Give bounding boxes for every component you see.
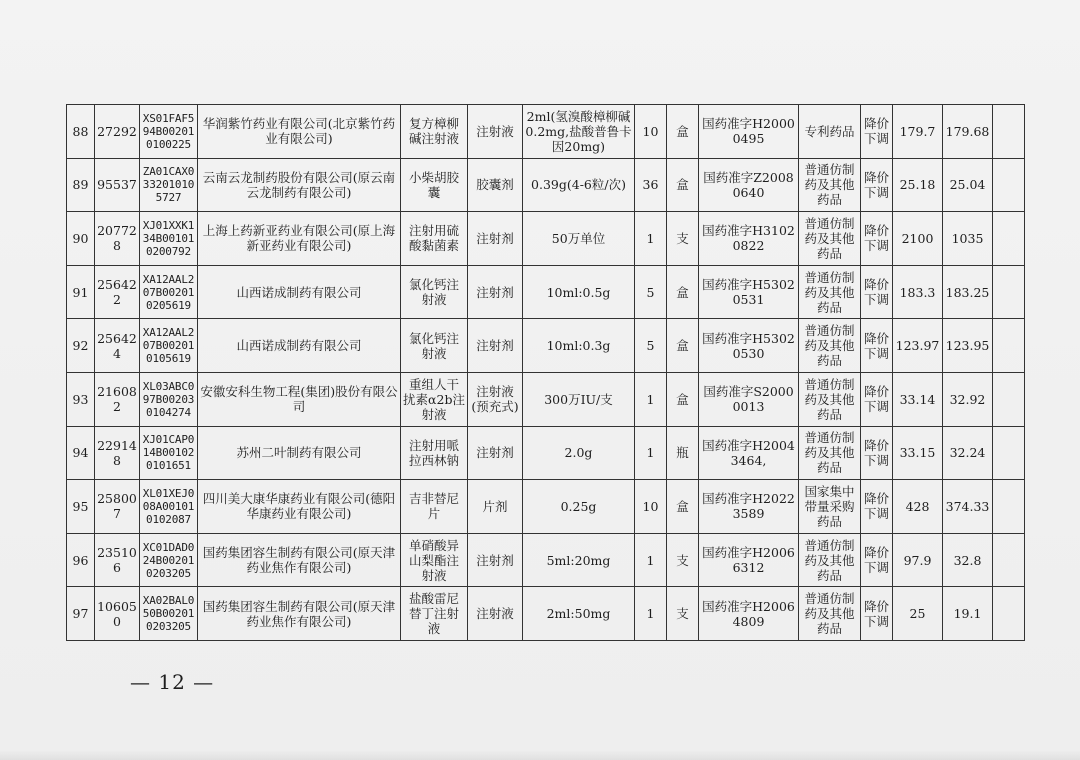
approval-number-cell: 国药准字H53020531 <box>699 265 799 319</box>
price-adjust-cell: 降价下调 <box>861 372 893 426</box>
new-price-cell: 1035 <box>943 212 993 266</box>
approval-number-cell: 国药准字H31020822 <box>699 212 799 266</box>
specification-cell: 10ml:0.5g <box>523 265 635 319</box>
new-price-cell: 19.1 <box>943 587 993 641</box>
drug-code-cell: XA02BAL050B002010203205 <box>140 587 198 641</box>
old-price-cell: 2100 <box>893 212 943 266</box>
drug-code-cell: XA12AAL207B002010105619 <box>140 319 198 373</box>
price-adjust-cell: 降价下调 <box>861 426 893 480</box>
drug-name-cell: 氯化钙注射液 <box>401 265 468 319</box>
approval-number-cell: 国药准字H20043464, <box>699 426 799 480</box>
row-number-cell: 94 <box>67 426 95 480</box>
old-price-cell: 25.18 <box>893 158 943 212</box>
dosage-form-cell: 注射剂 <box>468 265 523 319</box>
pack-unit-cell: 盒 <box>667 265 699 319</box>
drug-category-cell: 普通仿制药及其他药品 <box>799 265 861 319</box>
specification-cell: 50万单位 <box>523 212 635 266</box>
table-row <box>67 587 1025 641</box>
table-row <box>67 533 1025 587</box>
drug-code-cell: XA12AAL207B002010205619 <box>140 265 198 319</box>
pack-quantity-cell: 1 <box>635 533 667 587</box>
drug-category-cell: 专利药品 <box>799 105 861 159</box>
drug-category-cell: 普通仿制药及其他药品 <box>799 212 861 266</box>
drug-name-cell: 单硝酸异山梨酯注射液 <box>401 533 468 587</box>
old-price-cell: 179.7 <box>893 105 943 159</box>
row-number-cell: 92 <box>67 319 95 373</box>
note-cell <box>993 265 1025 319</box>
company-cell: 华润紫竹药业有限公司(北京紫竹药业有限公司) <box>198 105 401 159</box>
drug-code-cell: XL03ABC097B002030104274 <box>140 372 198 426</box>
pack-unit-cell: 支 <box>667 212 699 266</box>
pack-quantity-cell: 1 <box>635 426 667 480</box>
company-cell: 云南云龙制药股份有限公司(原云南云龙制药有限公司) <box>198 158 401 212</box>
drug-code-cell: XJ01XXK134B001010200792 <box>140 212 198 266</box>
old-price-cell: 33.15 <box>893 426 943 480</box>
specification-cell: 0.39g(4-6粒/次) <box>523 158 635 212</box>
drug-code-cell: XS01FAF594B002010100225 <box>140 105 198 159</box>
drug-name-cell: 吉非替尼片 <box>401 480 468 534</box>
drug-category-cell: 国家集中带量采购药品 <box>799 480 861 534</box>
new-price-cell: 374.33 <box>943 480 993 534</box>
drug-category-cell: 普通仿制药及其他药品 <box>799 319 861 373</box>
old-price-cell: 183.3 <box>893 265 943 319</box>
approval-number-cell: 国药准字H53020530 <box>699 319 799 373</box>
page-number: — 12 — <box>130 670 215 694</box>
approval-number-cell: 国药准字H20064809 <box>699 587 799 641</box>
company-cell: 四川美大康华康药业有限公司(德阳华康药业有限公司) <box>198 480 401 534</box>
drug-category-cell: 普通仿制药及其他药品 <box>799 372 861 426</box>
drug-name-cell: 重组人干扰素α2b注射液 <box>401 372 468 426</box>
dosage-form-cell: 注射液(预充式) <box>468 372 523 426</box>
drug-name-cell: 小柴胡胶囊 <box>401 158 468 212</box>
table-row <box>67 426 1025 480</box>
pack-unit-cell: 盒 <box>667 480 699 534</box>
pack-quantity-cell: 1 <box>635 587 667 641</box>
note-cell <box>993 480 1025 534</box>
row-number-cell: 91 <box>67 265 95 319</box>
pack-unit-cell: 盒 <box>667 319 699 373</box>
specification-cell: 5ml:20mg <box>523 533 635 587</box>
drug-category-cell: 普通仿制药及其他药品 <box>799 533 861 587</box>
drug-id-cell: 235106 <box>95 533 140 587</box>
dosage-form-cell: 注射液 <box>468 105 523 159</box>
dosage-form-cell: 注射剂 <box>468 212 523 266</box>
note-cell <box>993 319 1025 373</box>
drug-category-cell: 普通仿制药及其他药品 <box>799 587 861 641</box>
company-cell: 苏州二叶制药有限公司 <box>198 426 401 480</box>
note-cell <box>993 212 1025 266</box>
drug-code-cell: ZA01CAX0332010105727 <box>140 158 198 212</box>
drug-id-cell: 258007 <box>95 480 140 534</box>
specification-cell: 2ml:50mg <box>523 587 635 641</box>
price-adjust-cell: 降价下调 <box>861 319 893 373</box>
company-cell: 国药集团容生制药有限公司(原天津药业焦作有限公司) <box>198 587 401 641</box>
specification-cell: 300万IU/支 <box>523 372 635 426</box>
old-price-cell: 25 <box>893 587 943 641</box>
table-row <box>67 480 1025 534</box>
new-price-cell: 32.8 <box>943 533 993 587</box>
table-row <box>67 105 1025 159</box>
old-price-cell: 97.9 <box>893 533 943 587</box>
row-number-cell: 97 <box>67 587 95 641</box>
pack-quantity-cell: 10 <box>635 480 667 534</box>
specification-cell: 2.0g <box>523 426 635 480</box>
dosage-form-cell: 片剂 <box>468 480 523 534</box>
drug-id-cell: 95537 <box>95 158 140 212</box>
specification-cell: 0.25g <box>523 480 635 534</box>
price-adjust-cell: 降价下调 <box>861 158 893 212</box>
pack-unit-cell: 盒 <box>667 372 699 426</box>
pack-quantity-cell: 5 <box>635 265 667 319</box>
price-adjust-cell: 降价下调 <box>861 105 893 159</box>
drug-category-cell: 普通仿制药及其他药品 <box>799 426 861 480</box>
pack-unit-cell: 盒 <box>667 158 699 212</box>
drug-category-cell: 普通仿制药及其他药品 <box>799 158 861 212</box>
dosage-form-cell: 注射剂 <box>468 426 523 480</box>
price-adjust-cell: 降价下调 <box>861 480 893 534</box>
company-cell: 山西诺成制药有限公司 <box>198 319 401 373</box>
pack-quantity-cell: 1 <box>635 372 667 426</box>
price-adjust-cell: 降价下调 <box>861 212 893 266</box>
note-cell <box>993 372 1025 426</box>
drug-id-cell: 216082 <box>95 372 140 426</box>
drug-code-cell: XL01XEJ008A001010102087 <box>140 480 198 534</box>
old-price-cell: 428 <box>893 480 943 534</box>
table-row <box>67 372 1025 426</box>
drug-name-cell: 氯化钙注射液 <box>401 319 468 373</box>
new-price-cell: 25.04 <box>943 158 993 212</box>
pack-unit-cell: 支 <box>667 533 699 587</box>
specification-cell: 2ml(氢溴酸樟柳碱0.2mg,盐酸普鲁卡因20mg) <box>523 105 635 159</box>
pack-unit-cell: 盒 <box>667 105 699 159</box>
row-number-cell: 88 <box>67 105 95 159</box>
dosage-form-cell: 注射液 <box>468 587 523 641</box>
row-number-cell: 89 <box>67 158 95 212</box>
new-price-cell: 32.92 <box>943 372 993 426</box>
table-row <box>67 158 1025 212</box>
drug-price-table <box>66 104 1025 641</box>
drug-code-cell: XC01DAD024B002010203205 <box>140 533 198 587</box>
drug-id-cell: 27292 <box>95 105 140 159</box>
approval-number-cell: 国药准字Z20080640 <box>699 158 799 212</box>
pack-quantity-cell: 1 <box>635 212 667 266</box>
old-price-cell: 33.14 <box>893 372 943 426</box>
note-cell <box>993 426 1025 480</box>
drug-name-cell: 复方樟柳碱注射液 <box>401 105 468 159</box>
new-price-cell: 123.95 <box>943 319 993 373</box>
approval-number-cell: 国药准字H20066312 <box>699 533 799 587</box>
note-cell <box>993 533 1025 587</box>
page-edge-shadow <box>0 750 1080 760</box>
drug-name-cell: 注射用硫酸黏菌素 <box>401 212 468 266</box>
pack-quantity-cell: 36 <box>635 158 667 212</box>
dosage-form-cell: 注射剂 <box>468 319 523 373</box>
new-price-cell: 183.25 <box>943 265 993 319</box>
note-cell <box>993 587 1025 641</box>
drug-id-cell: 256424 <box>95 319 140 373</box>
pack-quantity-cell: 10 <box>635 105 667 159</box>
new-price-cell: 32.24 <box>943 426 993 480</box>
approval-number-cell: 国药准字H20000495 <box>699 105 799 159</box>
pack-unit-cell: 瓶 <box>667 426 699 480</box>
table-row <box>67 212 1025 266</box>
company-cell: 安徽安科生物工程(集团)股份有限公司 <box>198 372 401 426</box>
drug-id-cell: 207728 <box>95 212 140 266</box>
new-price-cell: 179.68 <box>943 105 993 159</box>
drug-code-cell: XJ01CAP014B001020101651 <box>140 426 198 480</box>
drug-name-cell: 盐酸雷尼替丁注射液 <box>401 587 468 641</box>
old-price-cell: 123.97 <box>893 319 943 373</box>
specification-cell: 10ml:0.3g <box>523 319 635 373</box>
table-row <box>67 319 1025 373</box>
drug-name-cell: 注射用哌拉西林钠 <box>401 426 468 480</box>
table-body <box>67 105 1025 641</box>
price-adjust-cell: 降价下调 <box>861 587 893 641</box>
pack-unit-cell: 支 <box>667 587 699 641</box>
company-cell: 国药集团容生制药有限公司(原天津药业焦作有限公司) <box>198 533 401 587</box>
pack-quantity-cell: 5 <box>635 319 667 373</box>
dosage-form-cell: 胶囊剂 <box>468 158 523 212</box>
drug-id-cell: 256422 <box>95 265 140 319</box>
row-number-cell: 90 <box>67 212 95 266</box>
note-cell <box>993 158 1025 212</box>
company-cell: 上海上药新亚药业有限公司(原上海新亚药业有限公司) <box>198 212 401 266</box>
note-cell <box>993 105 1025 159</box>
company-cell: 山西诺成制药有限公司 <box>198 265 401 319</box>
approval-number-cell: 国药准字H20223589 <box>699 480 799 534</box>
drug-id-cell: 229148 <box>95 426 140 480</box>
drug-id-cell: 106050 <box>95 587 140 641</box>
row-number-cell: 95 <box>67 480 95 534</box>
dosage-form-cell: 注射剂 <box>468 533 523 587</box>
approval-number-cell: 国药准字S20000013 <box>699 372 799 426</box>
price-adjust-cell: 降价下调 <box>861 533 893 587</box>
price-adjust-cell: 降价下调 <box>861 265 893 319</box>
row-number-cell: 93 <box>67 372 95 426</box>
row-number-cell: 96 <box>67 533 95 587</box>
table-row <box>67 265 1025 319</box>
